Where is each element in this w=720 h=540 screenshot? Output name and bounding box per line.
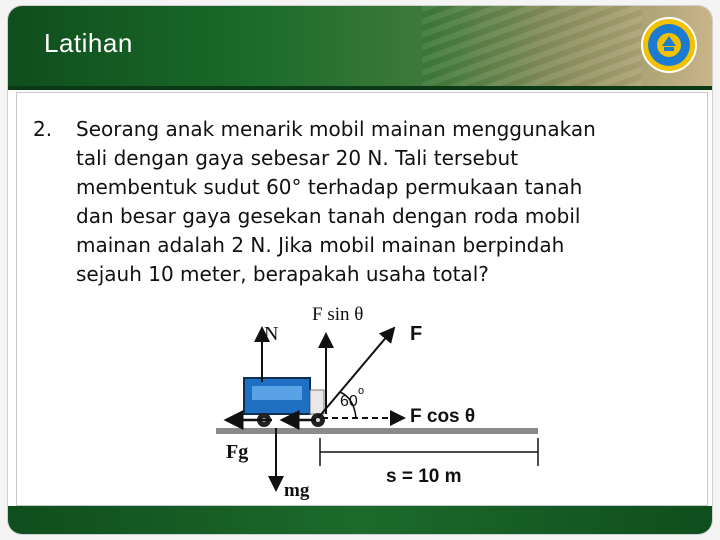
question-line: dan besar gaya gesekan tanah dengan roda mobil [76,204,581,228]
label-n: N [264,323,279,345]
logo-icon [640,16,698,74]
header-bar [8,6,712,90]
question-line: tali dengan gaya sebesar 20 N. Tali tersebut [76,146,519,170]
force-diagram [216,302,546,502]
label-fcos: F cos θ [410,406,476,427]
label-mg: mg [284,480,310,501]
slide [8,6,712,534]
question-line: sejauh 10 meter, berapakah usaha total? [76,262,489,286]
label-fg: Fg [226,441,249,463]
label-fsin: F sin θ [312,304,364,325]
label-f: F [410,323,423,345]
toy-car-front [310,390,324,414]
question-line: membentuk sudut 60° terhadap permukaan tanah [76,175,583,199]
footer-bar [8,506,712,534]
label-angle-value: 60 [340,393,358,410]
slide-title: Latihan [44,28,133,58]
label-angle-unit: o [358,385,365,397]
question-text [76,115,706,289]
question-number: 2. [33,117,53,141]
question-line: Seorang anak menarik mobil mainan menggunakan [76,117,596,141]
label-s: s = 10 m [386,466,462,487]
header-decoration [422,6,642,86]
ground-surface [216,428,538,434]
question-line: mainan adalah 2 N. Jika mobil mainan berpindah [76,233,565,257]
toy-car-window [252,386,302,400]
